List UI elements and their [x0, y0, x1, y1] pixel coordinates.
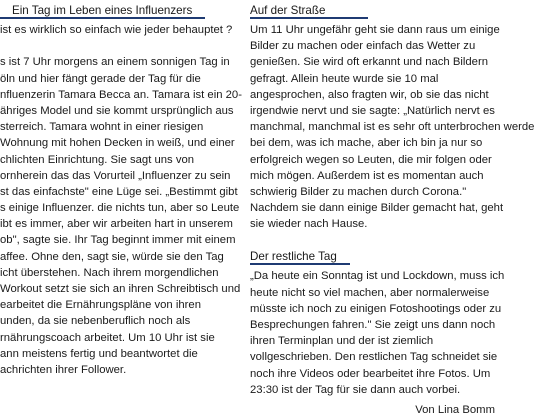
text-line: s ist 7 Uhr morgens an einem sonnigen Tag in — [0, 56, 230, 69]
left-column — [0, 0, 245, 378]
text-line: manchmal, manchmal ist es sehr oft unterbrochen werde — [250, 121, 534, 134]
text-line: mich mögen. Außerdem ist es momentan auch — [250, 169, 484, 182]
text-line: sterreich. Tamara wohnt in einer riesigen — [0, 121, 204, 134]
text-line: Nachdem sie dann einige Bilder gemacht hat, geht — [250, 202, 504, 215]
section-title-rest: Der restliche Tag — [250, 250, 337, 264]
text-line: Um 11 Uhr ungefähr geht sie dann raus um einige — [250, 24, 500, 36]
text-line: öln und hier fängt gerade der Tag für die — [0, 72, 201, 85]
text-line: ornherein das das Vorurteil „Influenzer zu sein — [0, 169, 231, 182]
street-body-text — [250, 22, 534, 232]
text-line: chlichten Einrichtung. Sie sagt uns von — [0, 153, 195, 166]
text-line — [0, 38, 245, 54]
text-line: Bilder zu machen oder einfach das Wetter zu — [250, 40, 476, 53]
text-line: s einige Influenzer. die nichts tun, aber so Leute — [0, 202, 240, 215]
text-line: ihren Terminplan und der ist ziemlich — [250, 335, 434, 348]
text-line: erfolgreich wegen so Leuten, die mir folgen oder — [250, 153, 492, 166]
text-line: ibt es immer, aber wir arbeiten hart in unserem — [0, 218, 233, 231]
text-line: heute nicht so viel machen, aber normalerweise — [250, 286, 490, 299]
text-line: rnährungscoach arbeitet. Um 10 Uhr ist sie — [0, 331, 215, 344]
article-title: Ein Tag im Leben eines Influenzers — [12, 4, 193, 17]
author-byline: Von Lina Bomm — [415, 403, 495, 416]
text-line: müsste ich noch zu einigen Fotoshootings oder zu — [250, 302, 502, 315]
article-heading — [0, 0, 245, 22]
text-line: 23:30 ist der Tag für sie dann auch vorbei. — [250, 383, 461, 396]
text-line: vollgeschrieben. Den restlichen Tag schneidet sie — [250, 351, 498, 364]
text-line: ähriges Model und sie kommt ursprünglich aus — [0, 104, 234, 117]
section-heading-rest — [250, 246, 495, 268]
left-body-text — [0, 22, 245, 378]
text-line: earbeitet die Ernährungspläne von ihren — [0, 299, 201, 312]
text-line: irgendwie nervt und sie sagte: „Natürlich nervt es — [250, 104, 495, 117]
section-heading-street — [250, 0, 495, 22]
text-line: angesprochen, also fragten wir, ob sie das nicht — [250, 88, 489, 101]
text-line: ann meistens fertig und beantwortet die — [0, 347, 198, 360]
rest-underline — [250, 263, 350, 265]
text-line: ob", sagte sie. Ihr Tag beginnt immer mit einem — [0, 234, 236, 247]
text-line: st das einfachste" eine Lüge sei. „Bestimmt gibt — [0, 185, 238, 198]
text-line: Wohnung mit hohen Decken in weiß, und einer — [0, 137, 235, 150]
text-line: achrichten ihrer Follower. — [0, 363, 127, 376]
text-line: Besprechungen fahren." Sie zeigt uns dann noch — [250, 319, 496, 331]
text-line: unden, da sie nebenberuflich noch als — [0, 315, 191, 328]
title-underline — [0, 17, 205, 19]
text-line: noch ihre Videos oder bearbeitet ihre Fotos. Um — [250, 367, 491, 380]
text-line: affee. Ohne den, sagt sie, würde sie den Tag — [0, 250, 224, 263]
text-line: Workout setzt sie sich an ihren Schreibtisch und — [0, 283, 241, 295]
text-line: bei dem, was ich mache, aber ich bin ja nur so — [250, 137, 483, 150]
text-line: nfluenzerin Tamara Becca an. Tamara ist ein 20- — [0, 88, 242, 101]
text-line: genießen. Sie wird oft erkannt und nach Bildern — [250, 56, 489, 69]
text-line: „Da heute ein Sonntag ist und Lockdown, muss ich — [250, 270, 505, 283]
text-line: schwierig Bilder zu machen durch Corona." — [250, 185, 467, 198]
street-underline — [250, 17, 368, 19]
text-line: gefragt. Allein heute wurde sie 10 mal — [250, 72, 439, 85]
text-line: icht überstehen. Nach ihrem morgendlichen — [0, 266, 219, 279]
section-title-street: Auf der Straße — [250, 4, 326, 17]
text-line: sie wieder nach Hause. — [250, 218, 368, 231]
right-column — [250, 0, 534, 418]
text-line: ist es wirklich so einfach wie jeder behauptet ? — [0, 24, 233, 36]
rest-body-text — [250, 268, 505, 398]
